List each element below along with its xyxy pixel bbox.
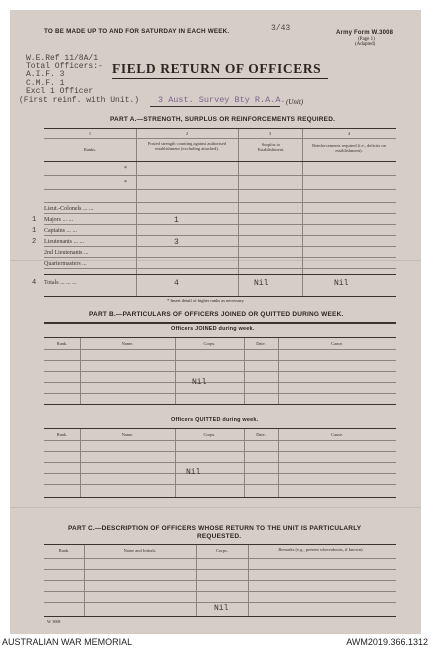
form-page: (Page 1) bbox=[358, 37, 375, 42]
auth-count: 1 bbox=[32, 227, 37, 235]
asterisk: * bbox=[124, 180, 127, 186]
posted-lieutenants: 3 bbox=[174, 238, 179, 247]
joined-col-name: Name. bbox=[121, 341, 134, 346]
quitted-col-date: Date. bbox=[256, 432, 266, 437]
auth-count: 2 bbox=[32, 238, 37, 246]
col-number-3: 3 bbox=[268, 131, 272, 136]
totals-label: Totals ... ... ... bbox=[44, 280, 77, 286]
paper-fold bbox=[10, 507, 421, 508]
auth-total: 4 bbox=[32, 279, 37, 287]
part-a-table bbox=[32, 128, 396, 297]
cmf-count: C.M.F. 1 bbox=[26, 79, 65, 88]
asterisk: * bbox=[124, 166, 127, 172]
quitted-col-rank: Rank. bbox=[56, 432, 68, 437]
part-c-col-rank: Rank. bbox=[58, 548, 70, 553]
joined-table bbox=[44, 337, 396, 405]
rank-2nd-lieutenants: 2nd Lieutenants ... bbox=[44, 250, 89, 256]
unit-value: 3 Aust. Survey Bty R.A.A. bbox=[158, 95, 286, 105]
form-title: FIELD RETURN OF OFFICERS bbox=[112, 61, 322, 76]
total-reinf: Nil bbox=[334, 279, 349, 288]
part-b-title: PART B.—PARTICULARS OF OFFICERS JOINED OR QUITTED DURING WEEK. bbox=[89, 311, 344, 318]
joined-col-rank: Rank. bbox=[56, 341, 68, 346]
col-header-posted: Posted strength counting against authorised establishment (excluding attached). bbox=[147, 141, 227, 152]
joined-col-corps: Corps. bbox=[203, 341, 216, 346]
part-b-rule bbox=[44, 322, 396, 324]
quitted-table bbox=[44, 428, 396, 498]
part-c-col-remarks: Remarks (e.g., present whereabouts, if known). bbox=[278, 547, 364, 552]
rank-quartermasters: Quartermasters ... bbox=[44, 261, 87, 267]
col-number-4: 4 bbox=[347, 131, 351, 136]
col-header-surplus: Surplus to Establishment. bbox=[257, 142, 285, 153]
quitted-col-cause: Cause. bbox=[330, 432, 344, 437]
total-posted: 4 bbox=[174, 279, 179, 288]
total-officers: Total Officers:- bbox=[26, 62, 103, 71]
part-c-col-corps: Corps. bbox=[216, 548, 228, 553]
col-header-reinf: Reinforcements required (i.e., deficits on establishment). bbox=[312, 143, 386, 154]
handwritten-number: 3/43 bbox=[271, 24, 291, 33]
form-adapted: (Adapted) bbox=[355, 42, 376, 47]
part-c-col-name: Name and Initials. bbox=[123, 548, 157, 553]
part-a-note: * Insert detail of higher ranks as necessary. bbox=[167, 298, 245, 303]
quitted-col-name: Name. bbox=[121, 432, 134, 437]
joined-col-cause: Cause. bbox=[330, 341, 344, 346]
print-code: W. 3008 bbox=[47, 619, 61, 624]
we-ref: W.E.Ref 11/8A/1 bbox=[26, 54, 99, 63]
first-reinf: (First reinf. with Unit.) bbox=[19, 96, 140, 105]
total-surplus: Nil bbox=[254, 279, 269, 288]
rank-lieutenants: Lieutenants ... ... bbox=[44, 239, 84, 245]
col-number-1: 1 bbox=[88, 131, 92, 136]
form-sheet bbox=[10, 10, 421, 634]
part-a-title: PART A.—STRENGTH, SURPLUS OR REINFORCEMENTS REQUIRED. bbox=[110, 116, 336, 123]
footer-credit: AUSTRALIAN WAR MEMORIAL bbox=[2, 637, 133, 647]
quitted-title: Officers QUITTED during week. bbox=[171, 417, 259, 423]
footer-accession: AWM2019.366.1312 bbox=[346, 637, 428, 647]
aif-count: A.I.F. 3 bbox=[26, 70, 65, 79]
quitted-col-corps: Corps. bbox=[203, 432, 216, 437]
part-c-value: Nil bbox=[214, 604, 229, 613]
rank-majors: Majors ... ... bbox=[44, 217, 73, 223]
part-c-table bbox=[44, 544, 396, 617]
joined-value: Nil bbox=[192, 378, 207, 387]
joined-title: Officers JOINED during week. bbox=[171, 326, 255, 332]
part-c-title-line1: PART C.—DESCRIPTION OF OFFICERS WHOSE RETURN TO THE UNIT IS PARTICULARLY bbox=[68, 525, 362, 532]
rank-lieut-colonels: Lieut.-Colonels ... ... bbox=[44, 206, 94, 212]
unit-line bbox=[150, 106, 280, 107]
joined-col-date: Date. bbox=[256, 341, 266, 346]
rank-captains: Captains ... ... bbox=[44, 228, 77, 234]
quitted-value: Nil bbox=[186, 468, 201, 477]
auth-count: 1 bbox=[32, 216, 37, 224]
form-instruction: TO BE MADE UP TO AND FOR SATURDAY IN EACH WEEK. bbox=[44, 28, 230, 35]
unit-label: (Unit) bbox=[286, 98, 304, 106]
col-number-2: 2 bbox=[185, 131, 189, 136]
part-c-title-line2: REQUESTED. bbox=[197, 533, 242, 540]
army-form-number: Army Form W.3008 bbox=[336, 30, 394, 36]
col-header-ranks: Ranks. bbox=[83, 147, 97, 152]
title-underline bbox=[112, 78, 328, 79]
excl-officer: Excl 1 Officer bbox=[26, 87, 94, 96]
posted-majors: 1 bbox=[174, 216, 179, 225]
